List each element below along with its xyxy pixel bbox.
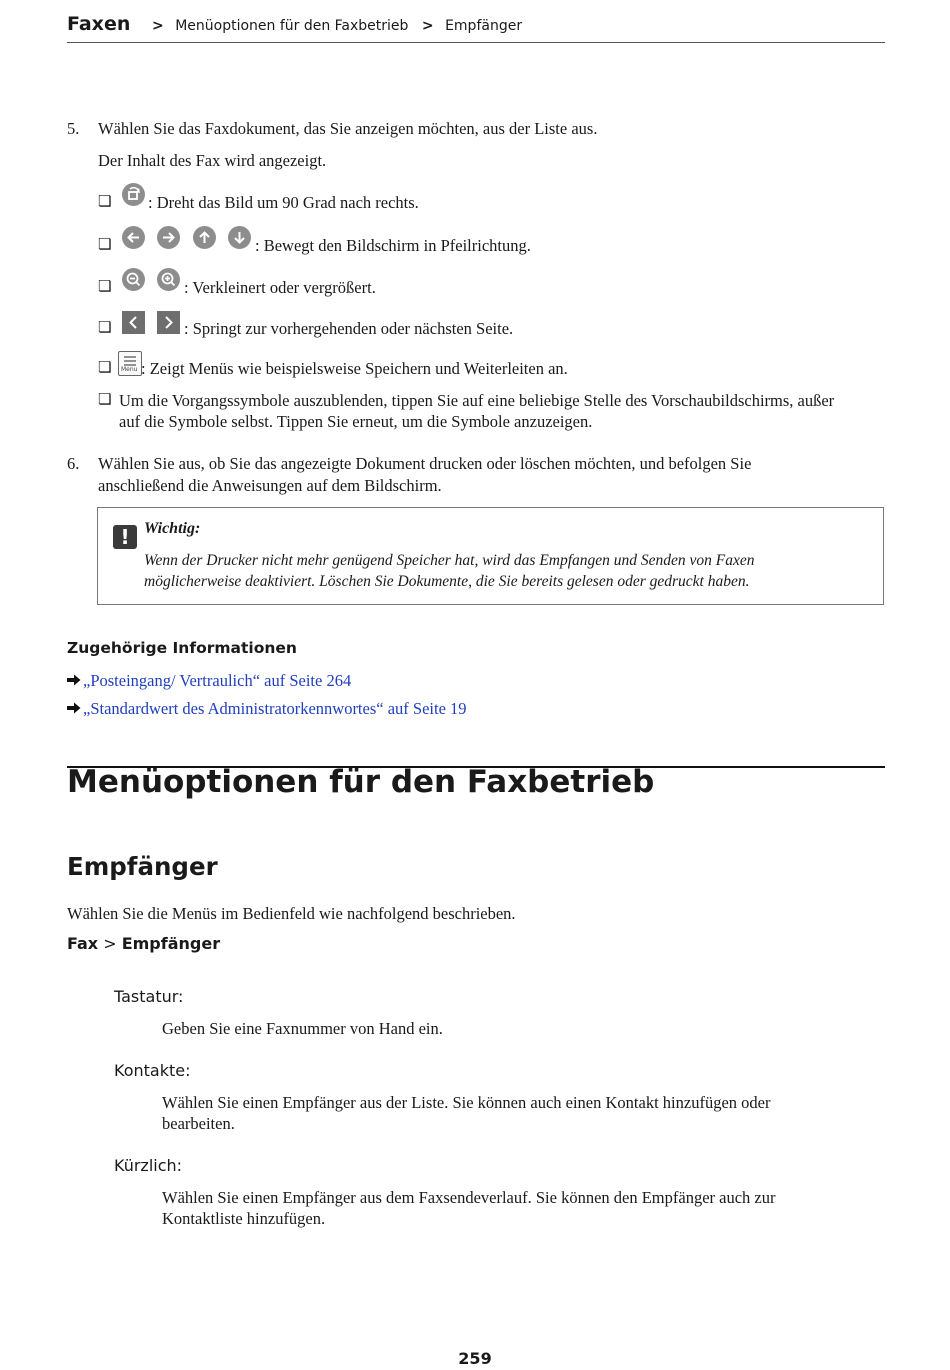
bullet-text-page: : Springt zur vorhergehenden oder nächsten Seite. — [184, 319, 514, 338]
page-number: 259 — [458, 1349, 492, 1368]
breadcrumb-item-menu-options: Menüoptionen für den Faxbetrieb — [175, 18, 409, 34]
bullet-marker: ❏ — [98, 358, 112, 376]
arrow-right-icon — [157, 226, 180, 249]
step-text-line2: anschließend die Anweisungen auf dem Bildschirm. — [98, 476, 442, 495]
term-keyboard: Tastatur: — [114, 987, 184, 1006]
breadcrumb-separator: > — [421, 18, 434, 34]
bullet-text-menu: : Zeigt Menüs wie beispielsweise Speichern und Weiterleiten an. — [141, 359, 568, 378]
next-page-icon — [157, 311, 180, 339]
notice-text-line2: möglicherweise deaktiviert. Löschen Sie Dokumente, die Sie bereits gelesen oder gedruckt haben. — [144, 573, 750, 590]
important-notice — [97, 507, 884, 605]
definition-line: Kontaktliste hinzufügen. — [162, 1209, 326, 1228]
notice-title: Wichtig: — [144, 520, 201, 537]
chapter-title: Menüoptionen für den Faxbetrieb — [67, 764, 655, 800]
definition-line: Geben Sie eine Faxnummer von Hand ein. — [162, 1019, 443, 1038]
breadcrumb-separator: > — [152, 18, 164, 34]
bullet-marker: ❏ — [98, 318, 112, 336]
arrow-left-icon — [122, 226, 145, 249]
running-header — [67, 12, 885, 43]
menu-path-separator: > — [103, 934, 117, 953]
term-recent: Kürzlich: — [114, 1156, 183, 1175]
arrow-up-icon — [193, 226, 216, 249]
arrow-down-icon — [228, 226, 251, 249]
menu-icon — [118, 351, 142, 376]
arrow-right-icon — [67, 670, 83, 691]
definition-contacts — [162, 1092, 842, 1134]
step-text-line1: Wählen Sie aus, ob Sie das angezeigte Dokument drucken oder löschen möchten, und befolgen Sie — [98, 454, 752, 473]
bullet-text-hide-line1: Um die Vorgangssymbole auszublenden, tippen Sie auf eine beliebige Stelle des Vorschaubildschirms, außer — [119, 391, 835, 410]
previous-page-icon — [122, 311, 145, 339]
menu-path-fax: Fax — [67, 934, 99, 953]
definition-keyboard — [162, 1018, 842, 1039]
breadcrumb — [152, 18, 522, 34]
notice-text-line1: Wenn der Drucker nicht mehr genügend Speicher hat, wird das Empfangen und Senden von Faxen — [144, 552, 755, 569]
related-link-row — [67, 670, 351, 691]
section-intro: Wählen Sie die Menüs im Bedienfeld wie nachfolgend beschrieben. — [67, 904, 516, 923]
step-text: Wählen Sie das Faxdokument, das Sie anzeigen möchten, aus der Liste aus. — [98, 119, 598, 138]
notice-text — [144, 550, 864, 592]
link-inbox-confidential[interactable]: „Posteingang/ Vertraulich“ auf Seite 264 — [83, 671, 352, 690]
bullet-marker: ❏ — [98, 192, 112, 210]
related-link-row — [67, 698, 467, 719]
step-number: 6. — [67, 454, 80, 473]
rotate-icon — [122, 183, 145, 206]
header-section: Faxen — [67, 13, 131, 35]
section-title: Empfänger — [67, 852, 218, 881]
bullet-text-arrows: : Bewegt den Bildschirm in Pfeilrichtung. — [255, 236, 531, 255]
bullet-text-zoom: : Verkleinert oder vergrößert. — [184, 278, 376, 297]
step-subtext: Der Inhalt des Fax wird angezeigt. — [98, 151, 327, 170]
zoom-in-icon — [157, 268, 180, 291]
bullet-text-rotate: : Dreht das Bild um 90 Grad nach rechts. — [148, 193, 419, 212]
bullet-text-hide-line2: auf die Symbole selbst. Tippen Sie erneut, um die Symbole anzuzeigen. — [119, 412, 593, 431]
menu-path — [67, 934, 220, 953]
breadcrumb-item-recipient: Empfänger — [445, 18, 523, 34]
zoom-out-icon — [122, 268, 145, 291]
bullet-marker: ❏ — [98, 277, 112, 295]
definition-line: Wählen Sie einen Empfänger aus der Liste. Sie können auch einen Kontakt hinzufügen oder — [162, 1093, 771, 1112]
definition-line: Wählen Sie einen Empfänger aus dem Faxsendeverlauf. Sie können den Empfänger auch zur — [162, 1188, 776, 1207]
link-admin-password-default[interactable]: „Standardwert des Administratorkennwortes“ auf Seite 19 — [83, 699, 467, 718]
definition-line: bearbeiten. — [162, 1114, 235, 1133]
arrow-right-icon — [67, 698, 83, 719]
step-number: 5. — [67, 119, 80, 138]
warning-icon: ! — [113, 525, 137, 549]
bullet-marker: ❏ — [98, 390, 112, 408]
definition-recent — [162, 1187, 842, 1229]
bullet-marker: ❏ — [98, 235, 112, 253]
related-info-heading: Zugehörige Informationen — [67, 639, 297, 657]
menu-path-recipient: Empfänger — [121, 934, 221, 953]
menu-icon-label: Menu — [121, 366, 138, 373]
term-contacts: Kontakte: — [114, 1061, 191, 1080]
